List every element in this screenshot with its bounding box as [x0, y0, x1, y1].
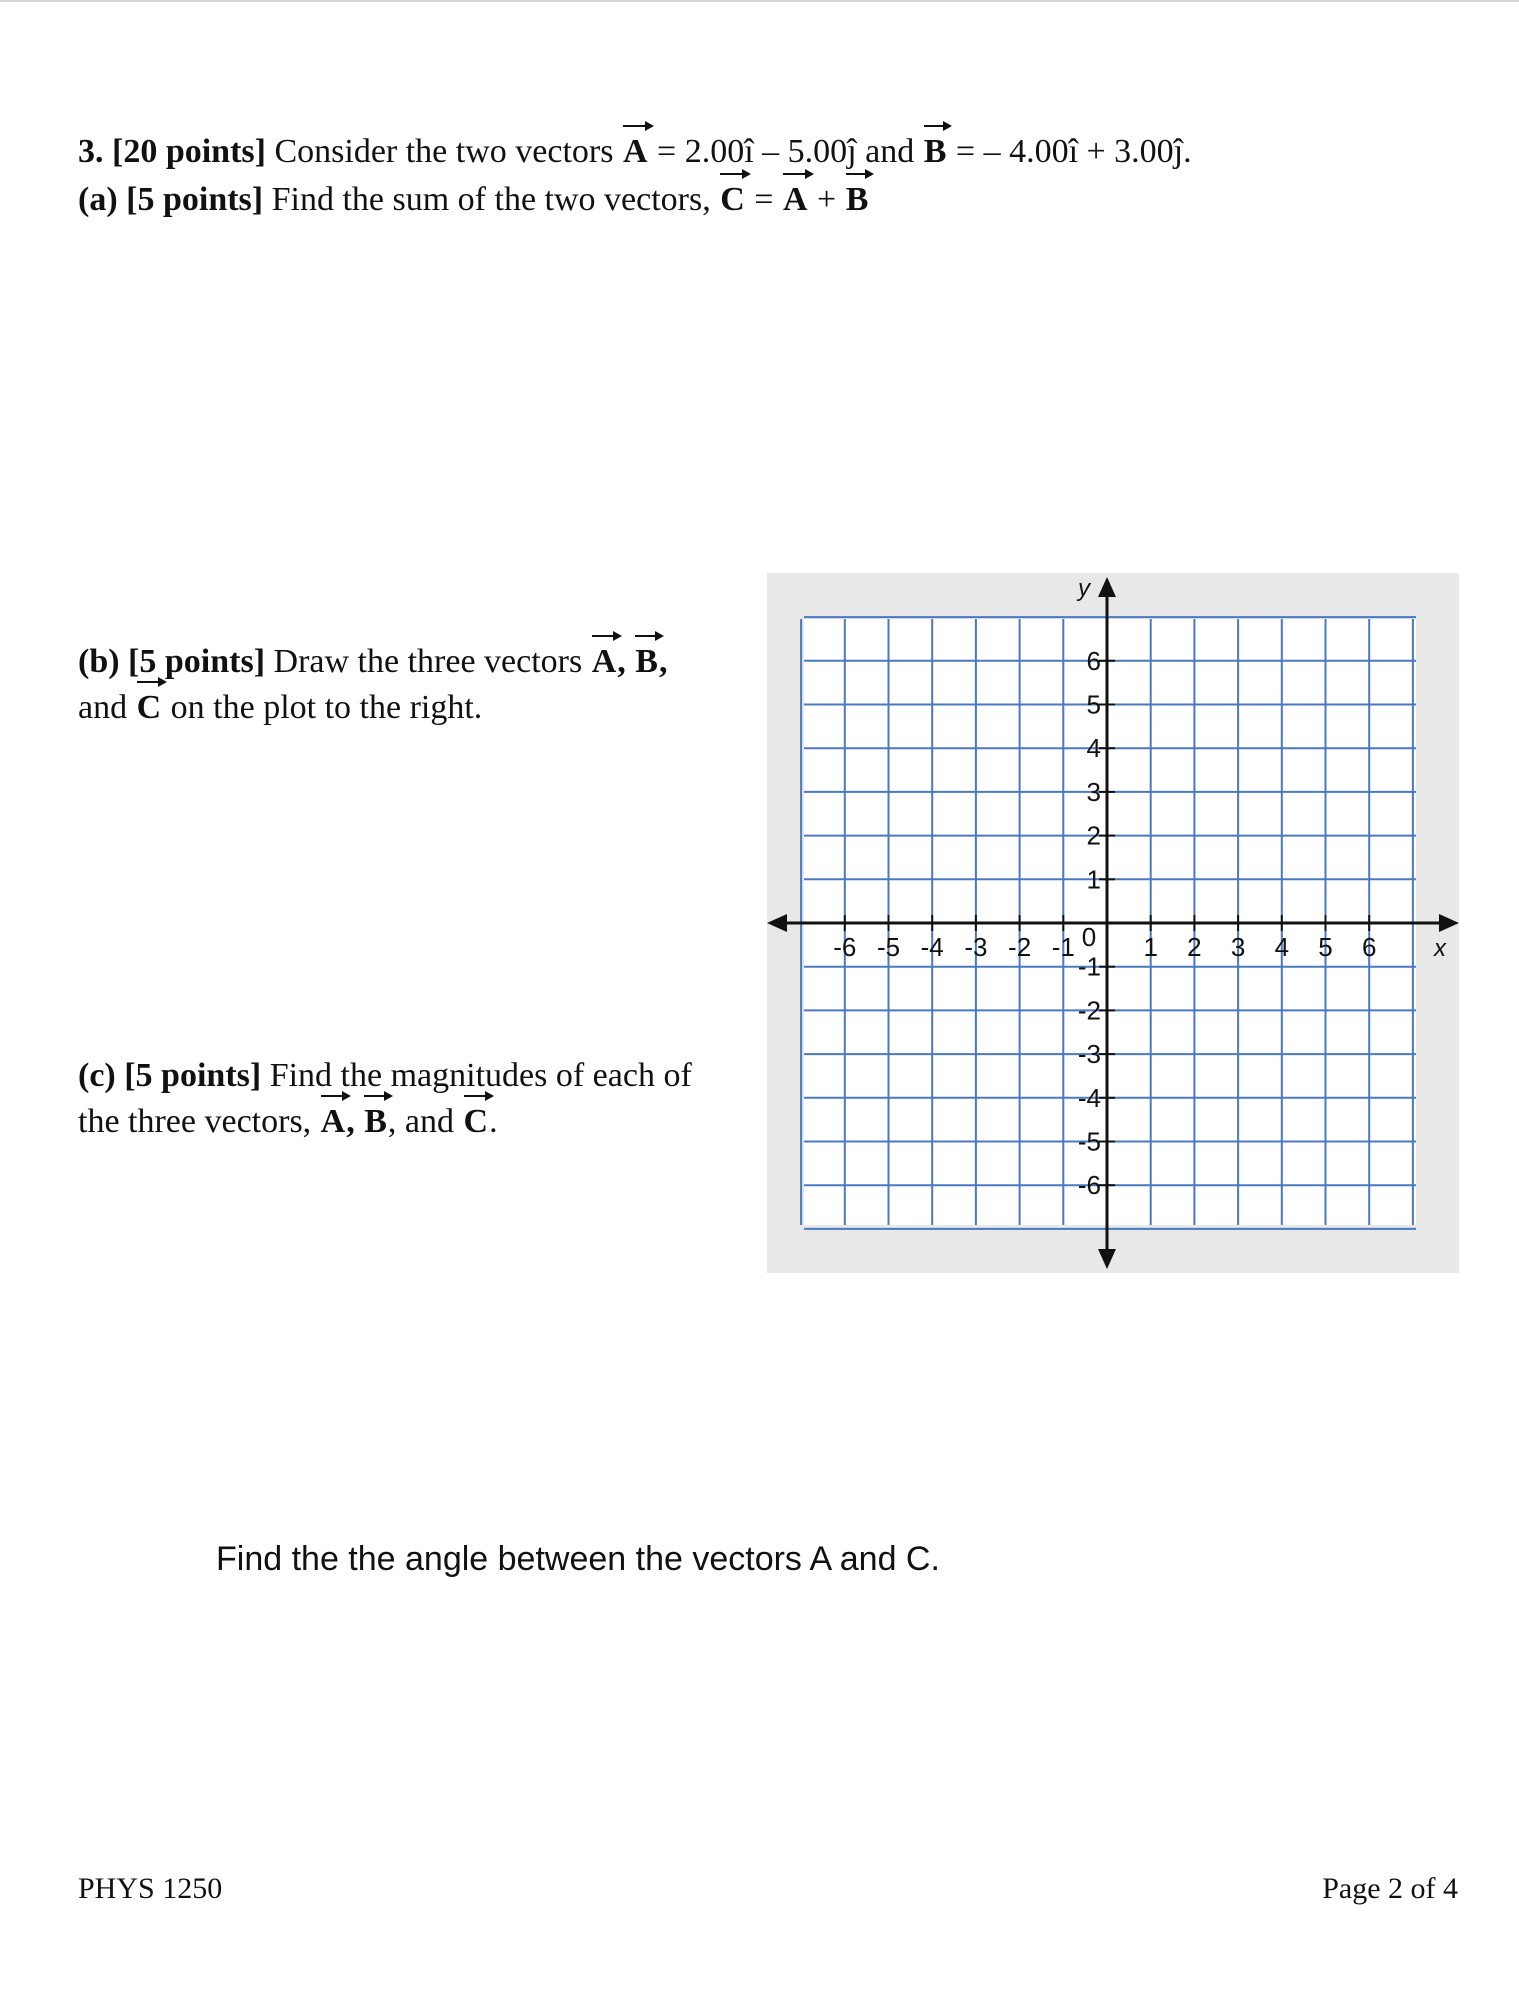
- vector-a-definition: = 2.00î – 5.00ĵ: [657, 133, 857, 170]
- problem-points: [20 points]: [112, 133, 266, 170]
- coordinate-grid-plot: [767, 573, 1459, 1273]
- x-tick-label: 6: [1361, 932, 1377, 962]
- part-b-text-end: on the plot to the right.: [170, 689, 483, 726]
- angle-question: Find the the angle between the vectors A and C.: [216, 1540, 940, 1578]
- y-tick-label: -1: [1077, 951, 1101, 982]
- x-tick-label: 4: [1274, 932, 1290, 962]
- vector-c-symbol: C: [136, 689, 162, 726]
- part-b-line1: [78, 642, 667, 682]
- y-tick-label: -4: [1077, 1082, 1101, 1113]
- part-c-label: (c) [5 points]: [78, 1057, 262, 1094]
- part-b-and: and: [78, 689, 128, 726]
- y-tick-label: 1: [1086, 864, 1101, 895]
- part-b-line2: [78, 688, 482, 728]
- plus-sign: +: [817, 181, 837, 218]
- x-tick-label: -3: [964, 932, 988, 962]
- problem-number: 3.: [78, 133, 104, 170]
- footer-page-number: Page 2 of 4: [1322, 1872, 1458, 1905]
- equals-sign: =: [754, 181, 774, 218]
- vector-b-symbol: B: [364, 1103, 387, 1140]
- y-tick-label: 3: [1086, 776, 1101, 807]
- y-tick-label: 2: [1086, 820, 1101, 851]
- problem-statement: [78, 132, 1192, 172]
- page-top-border: [0, 0, 1519, 2]
- y-tick-label: 4: [1086, 733, 1101, 764]
- part-b-label: (b) [5 points]: [78, 643, 266, 680]
- vector-a-symbol: A: [782, 181, 808, 218]
- x-tick-label: -6: [833, 932, 857, 962]
- comma: ,: [617, 643, 626, 680]
- x-tick-label: 3: [1230, 932, 1246, 962]
- part-c-text2: the three vectors,: [78, 1103, 312, 1140]
- y-tick-label: -3: [1077, 1039, 1101, 1070]
- part-a-text: Find the sum of the two vectors,: [271, 181, 711, 218]
- part-c-line1: [78, 1056, 692, 1096]
- comma: ,: [658, 643, 668, 680]
- origin-label: 0: [1081, 922, 1097, 952]
- and-word: and: [865, 133, 915, 170]
- x-axis-label: x: [1434, 935, 1446, 962]
- part-b-text: Draw the three vectors: [273, 643, 583, 680]
- x-tick-label: 1: [1143, 932, 1158, 962]
- and-word: , and: [387, 1103, 455, 1140]
- x-tick-label: -4: [920, 932, 944, 962]
- x-tick-label: -1: [1051, 932, 1075, 962]
- y-tick-label: 6: [1086, 645, 1101, 676]
- y-tick-label: 5: [1086, 689, 1101, 720]
- part-c-line2: [78, 1102, 498, 1142]
- vector-a-symbol: A: [622, 133, 648, 170]
- vector-c-symbol: C: [463, 1103, 489, 1140]
- vector-b-symbol: B: [845, 181, 869, 218]
- period: .: [489, 1103, 498, 1140]
- vector-b-definition: = – 4.00î + 3.00ĵ.: [955, 133, 1192, 170]
- comma: ,: [346, 1103, 355, 1140]
- y-tick-label: -2: [1077, 995, 1101, 1026]
- part-a-label: (a) [5 points]: [78, 181, 264, 218]
- x-tick-label: 5: [1318, 932, 1333, 962]
- problem-intro: Consider the two vectors: [274, 133, 614, 170]
- x-tick-label: -5: [876, 932, 901, 962]
- vector-a-symbol: A: [320, 1103, 346, 1140]
- x-tick-label: -2: [1008, 932, 1032, 962]
- y-tick-label: -5: [1077, 1126, 1101, 1157]
- footer-course: PHYS 1250: [78, 1872, 223, 1905]
- part-c-text: Find the magnitudes of each of: [269, 1057, 692, 1094]
- y-axis-label: y: [1078, 575, 1090, 602]
- vector-a-symbol: A: [591, 643, 617, 680]
- y-tick-label: -6: [1077, 1170, 1101, 1201]
- vector-c-symbol: C: [720, 181, 745, 218]
- vector-b-symbol: B: [635, 643, 658, 680]
- vector-b-symbol: B: [923, 133, 947, 170]
- x-tick-label: 2: [1187, 932, 1202, 962]
- part-a: [78, 180, 869, 220]
